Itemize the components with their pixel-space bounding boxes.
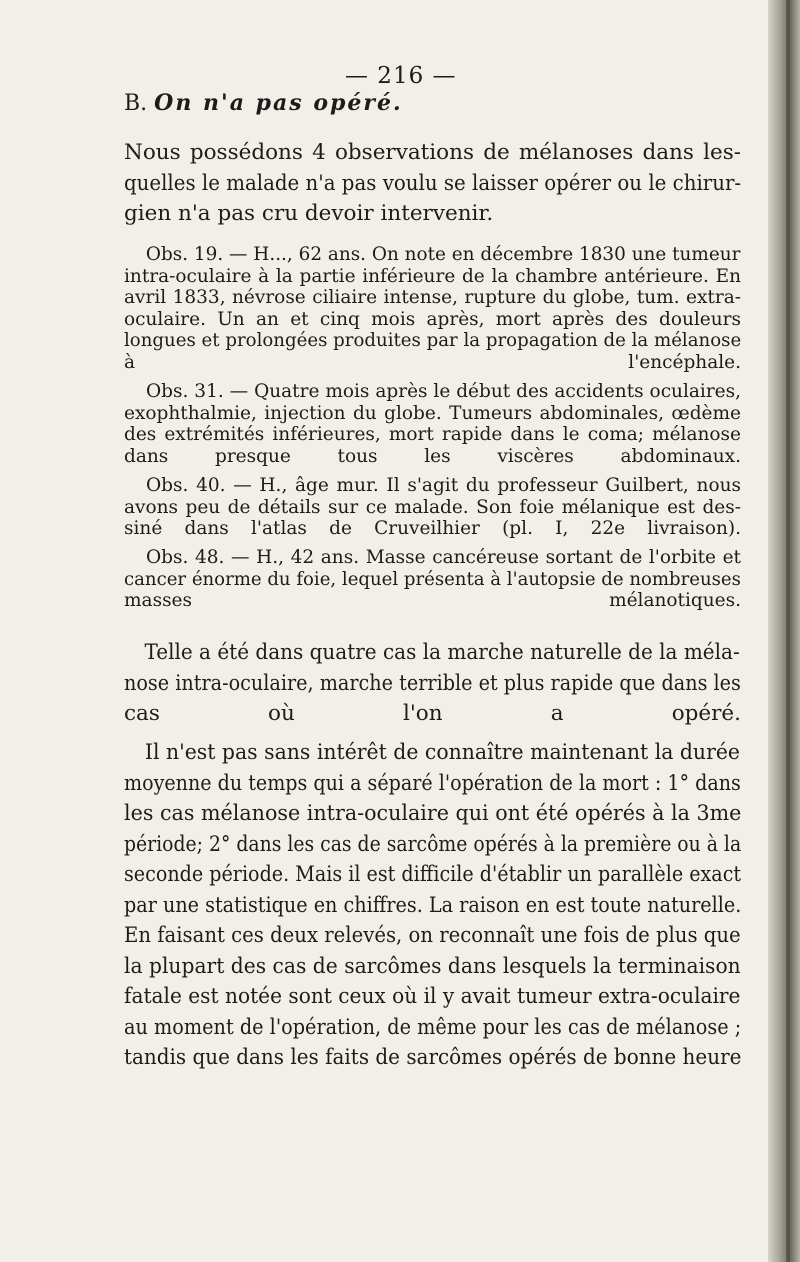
text-line: tandis que dans les faits de sarcômes opérés de bonne heure (124, 1045, 742, 1070)
text-line: seconde période. Mais il est difficile d'établir un parallèle exact (124, 862, 742, 887)
section-heading (124, 90, 403, 116)
text-line: En faisant ces deux relevés, on reconnaît une fois de plus que (124, 923, 741, 948)
text-line: Telle a été dans quatre cas la marche naturelle de la méla- (144, 640, 740, 665)
paragraph-interet (124, 738, 741, 1074)
text-line: oculaire. Un an et cinq mois après, mort après des douleurs (124, 308, 741, 330)
paragraph-obs-40 (124, 475, 741, 540)
paragraph-intro (124, 138, 741, 230)
text-line: avril 1833, névrose ciliaire intense, rupture du globe, tum. extra- (124, 287, 741, 308)
text-line: les cas mélanose intra-oculaire qui ont été opérés à la 3me (124, 801, 742, 826)
paragraph-obs-48 (124, 547, 741, 612)
binding-edge (786, 0, 790, 1262)
text-line: siné dans l'atlas de Cruveilhier (pl. I, 22e livraison). (124, 518, 741, 539)
text-line: Obs. 48. — H., 42 ans. Masse cancéreuse sortant de l'orbite et (146, 547, 741, 568)
text-line: Nous possédons 4 observations de mélanoses dans les- (124, 140, 741, 165)
page-number: — 216 — (345, 63, 457, 89)
text-line: quelles le malade n'a pas voulu se laisser opérer ou le chirur- (124, 170, 742, 196)
text-line: période; 2° dans les cas de sarcôme opérés à la première ou à la (124, 831, 742, 857)
text-line: des extrémités inférieures, mort rapide dans le coma; mélanose (124, 424, 741, 445)
text-line: Obs. 19. — H..., 62 ans. On note en décembre 1830 une tumeur (145, 244, 741, 265)
text-line: la plupart des cas de sarcômes dans lesquels la terminaison (124, 953, 741, 979)
text-line: moyenne du temps qui a séparé l'opération de la mort : 1° dans (124, 770, 741, 796)
text-line: au moment de l'opération, de même pour les cas de mélanose ; (124, 1014, 742, 1040)
section-letter: B. (124, 91, 148, 116)
text-line: avons peu de détails sur ce malade. Son foie mélanique est des- (124, 496, 741, 518)
text-line: gien n'a pas cru devoir intervenir. (124, 201, 494, 226)
paragraph-obs-31 (124, 381, 741, 467)
text-line: fatale est notée sont ceux où il y avait tumeur extra-oculaire (124, 984, 741, 1009)
text-line: exophthalmie, injection du globe. Tumeurs abdominales, œdème (124, 402, 741, 424)
text-line: dans presque tous les viscères abdominaux. (124, 445, 741, 467)
text-line: masses mélanotiques. (124, 590, 741, 611)
text-line: par une statistique en chiffres. La raison en est toute naturelle. (124, 892, 742, 918)
text-line: cas où l'on a opéré. (124, 701, 741, 726)
text-line: nose intra-oculaire, marche terrible et plus rapide que dans les (124, 670, 741, 696)
text-line: intra-oculaire à la partie inférieure de la chambre antérieure. En (124, 265, 741, 287)
page-edge-shadow (768, 0, 800, 1262)
text-line: à l'encéphale. (124, 351, 741, 373)
text-line: cancer énorme du foie, lequel présenta à l'autopsie de nombreuses (124, 568, 741, 590)
text-line: Obs. 40. — H., âge mur. Il s'agit du professeur Guilbert, nous (146, 475, 741, 496)
paragraph-telle (124, 638, 741, 730)
text-line: Il n'est pas sans intérêt de connaître maintenant la durée (144, 740, 740, 765)
text-line: longues et prolongées produites par la propagation de la mélanose (124, 330, 742, 351)
section-title: On n'a pas opéré. (154, 90, 403, 116)
paragraph-obs-19 (124, 244, 741, 373)
text-line: Obs. 31. — Quatre mois après le début des accidents oculaires, (146, 381, 741, 402)
